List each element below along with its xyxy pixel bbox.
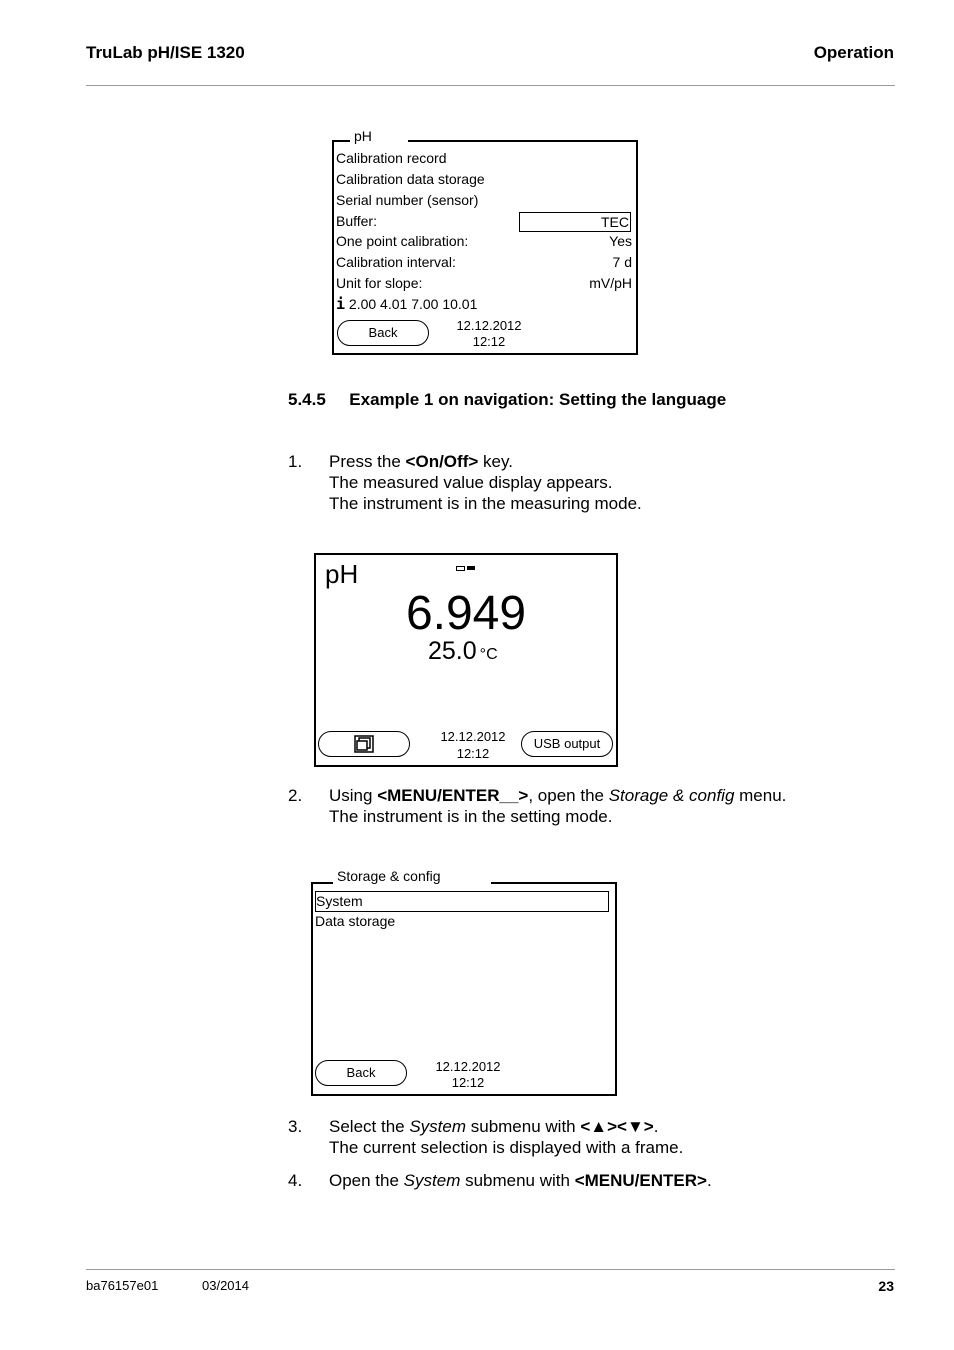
header-section: Operation [813, 43, 894, 62]
menu-name: Storage & config [608, 786, 735, 805]
buffer-value[interactable]: TEC [519, 212, 631, 232]
step-3-text: Select the System submenu with <▲><▼>. The current selection is displayed with a frame. [329, 1117, 684, 1157]
screen-title: pH [350, 128, 408, 144]
step-4-text: Open the System submenu with <MENU/ENTER>. [329, 1171, 712, 1190]
menu-item-serial-number[interactable]: Serial number (sensor) [336, 192, 479, 208]
menu-item-one-point-calibration[interactable]: One point calibration: [336, 233, 469, 249]
menu-item-data-storage[interactable]: Data storage [315, 913, 396, 929]
key-menu-enter: <MENU/ENTER> [574, 1171, 707, 1190]
footer-rule [86, 1269, 895, 1270]
electrode-status-bar-icon [467, 566, 475, 570]
unit-for-slope-value: mV/pH [589, 275, 632, 291]
menu-item-system[interactable]: System [315, 891, 609, 912]
menu-item-buffer[interactable]: Buffer: [336, 213, 377, 229]
info-line [336, 295, 477, 313]
page-number: 23 [878, 1278, 894, 1294]
back-button[interactable]: Back [337, 320, 429, 346]
parameter-label: pH [325, 559, 359, 589]
calibration-interval-value: 7 d [612, 254, 632, 270]
screen-date: 12.12.2012 [435, 1059, 501, 1074]
screen-ph-settings [332, 128, 638, 355]
screen-storage-config [311, 868, 617, 1096]
key-on-off: <On/Off> [405, 452, 479, 471]
key-up-down: <▲><▼> [580, 1117, 654, 1136]
usb-output-button[interactable]: USB output [521, 731, 613, 757]
footer-doc-id: ba76157e01 [86, 1278, 159, 1293]
temperature-unit: °C [479, 646, 498, 663]
screen-date: 12.12.2012 [456, 318, 522, 333]
step-1-text: Press the <On/Off> key. The measured value display appears. The instrument is in the measuring mode. [329, 452, 642, 513]
screen-time: 12:12 [456, 746, 490, 761]
screen-title: Storage & config [333, 868, 491, 884]
step-number: 2. [288, 786, 303, 805]
section-number: 5.4.5 [288, 390, 326, 409]
header-title: TruLab pH/ISE 1320 [86, 43, 245, 62]
temperature-value: 25.0 °C [428, 637, 498, 665]
info-icon: i [336, 295, 346, 313]
step-number: 3. [288, 1117, 303, 1136]
section-title: Example 1 on navigation: Setting the language [349, 390, 727, 409]
submenu-name: System [403, 1171, 461, 1190]
info-text: 2.00 4.01 7.00 10.01 [348, 296, 478, 312]
step-number: 1. [288, 452, 303, 471]
one-point-calibration-value: Yes [609, 233, 632, 249]
menu-item-calibration-data-storage[interactable]: Calibration data storage [336, 171, 485, 187]
measured-value: 6.949 [405, 587, 527, 640]
screen-time: 12:12 [472, 334, 506, 349]
screen-time: 12:12 [451, 1075, 485, 1090]
window-stack-icon [354, 735, 374, 753]
header-rule [86, 85, 895, 86]
screen-date: 12.12.2012 [440, 729, 506, 744]
back-button[interactable]: Back [315, 1060, 407, 1086]
section-heading [288, 390, 726, 410]
menu-item-calibration-record[interactable]: Calibration record [336, 150, 447, 166]
screen-measured-value [314, 553, 618, 767]
step-number: 4. [288, 1171, 303, 1190]
electrode-status-icon [456, 566, 465, 571]
footer-date: 03/2014 [202, 1278, 249, 1293]
step-2-text: Using <MENU/ENTER__>, open the Storage & config menu. The instrument is in the setting mode. [329, 786, 787, 826]
submenu-name: System [409, 1117, 467, 1136]
key-menu-enter: <MENU/ENTER__> [377, 786, 529, 805]
display-mode-button[interactable] [318, 731, 410, 757]
menu-item-calibration-interval[interactable]: Calibration interval: [336, 254, 456, 270]
menu-item-unit-for-slope[interactable]: Unit for slope: [336, 275, 423, 291]
